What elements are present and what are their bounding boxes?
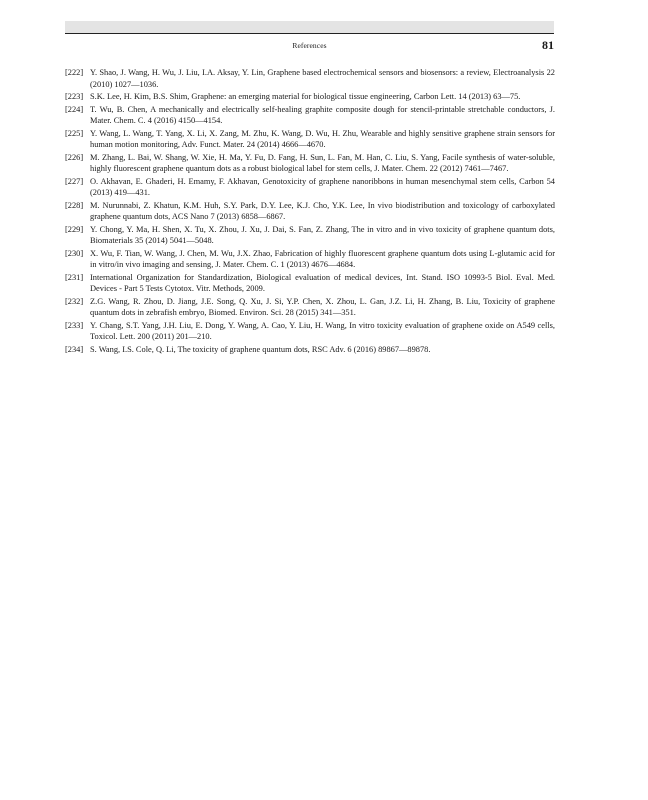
header-rule <box>65 33 554 34</box>
reference-item <box>65 128 555 151</box>
reference-number: [232] <box>65 296 84 306</box>
reference-text: S.K. Lee, H. Kim, B.S. Shim, Graphene: an emerging material for biological tissue engineering, Carbon Lett. 14 (2013) 63—75. <box>90 92 521 101</box>
page-number: 81 <box>542 38 554 52</box>
reference-text: M. Zhang, L. Bai, W. Shang, W. Xie, H. Ma, Y. Fu, D. Fang, H. Sun, L. Fan, M. Han, C. Liu, S. Yang, Facile synthesis of water-soluble, highly fluorescent graphene quantum dots as a robust biological label for stem cells, J. Mater. Chem. 22 (2012) 7461—7467. <box>90 152 555 173</box>
reference-number: [223] <box>65 92 84 101</box>
reference-item <box>65 67 555 90</box>
reference-item <box>65 176 555 199</box>
reference-text: Y. Shao, J. Wang, H. Wu, J. Liu, I.A. Aksay, Y. Lin, Graphene based electrochemical sensors and biosensors: a review, Electroanalysis 22 (2010) 1027—1036. <box>90 68 555 89</box>
reference-text: X. Wu, F. Tian, W. Wang, J. Chen, M. Wu, J.X. Zhao, Fabrication of highly fluorescent graphene quantum dots using L-glutamic acid for in vitro/in vivo imaging and sensing, J. Mater. Chem. C. 1 (2013) 4676—4684. <box>90 248 555 269</box>
reference-list <box>65 67 555 356</box>
reference-text: Y. Wang, L. Wang, T. Yang, X. Li, X. Zang, M. Zhu, K. Wang, D. Wu, H. Zhu, Wearable and highly sensitive graphene strain sensors for human motion monitoring, Adv. Funct. Mater. 24 (2014) 4666—4670. <box>90 128 555 149</box>
reference-number: [222] <box>65 68 84 77</box>
reference-item <box>65 224 555 247</box>
reference-text: O. Akhavan, E. Ghaderi, H. Emamy, F. Akhavan, Genotoxicity of graphene nanoribbons in human mesenchymal stem cells, Carbon 54 (2013) 419—431. <box>90 176 555 197</box>
reference-item <box>65 320 555 343</box>
reference-text: S. Wang, I.S. Cole, Q. Li, The toxicity of graphene quantum dots, RSC Adv. 6 (2016) 89867—89878. <box>90 344 431 354</box>
reference-text: M. Nurunnabi, Z. Khatun, K.M. Huh, S.Y. Park, D.Y. Lee, K.J. Cho, Y.K. Lee, In vivo biodistribution and toxicology of carboxylated graphene quantum dots, ACS Nano 7 (2013) 6858—6867. <box>90 200 555 221</box>
reference-text: Y. Chang, S.T. Yang, J.H. Liu, E. Dong, Y. Wang, A. Cao, Y. Liu, H. Wang, In vitro toxicity evaluation of graphene oxide on A549 cells, Toxicol. Lett. 200 (2011) 201—210. <box>90 320 555 341</box>
reference-number: [228] <box>65 200 84 210</box>
reference-item <box>65 91 555 103</box>
reference-item <box>65 152 555 175</box>
header-band <box>65 21 554 33</box>
running-head <box>65 38 554 54</box>
reference-item <box>65 272 555 295</box>
reference-number: [229] <box>65 224 84 234</box>
reference-item <box>65 104 555 127</box>
reference-item <box>65 296 555 319</box>
reference-number: [234] <box>65 344 84 354</box>
reference-item <box>65 248 555 271</box>
reference-number: [224] <box>65 104 84 114</box>
reference-number: [226] <box>65 152 84 162</box>
reference-text: International Organization for Standardization, Biological evaluation of medical devices, Int. Stand. ISO 10993-5 Biol. Eval. Med. Devices - Part 5 Tests Cytotox. Vitr. Methods, 2009. <box>90 272 555 293</box>
reference-text: T. Wu, B. Chen, A mechanically and electrically self-healing graphite composite dough for stencil-printable stretchable conductors, J. Mater. Chem. C. 4 (2016) 4150—4154. <box>90 104 555 125</box>
reference-number: [233] <box>65 320 84 330</box>
reference-item <box>65 344 555 356</box>
reference-number: [230] <box>65 248 84 258</box>
running-title: References <box>292 41 327 50</box>
reference-number: [225] <box>65 128 84 138</box>
reference-number: [227] <box>65 176 84 186</box>
reference-item <box>65 200 555 223</box>
reference-text: Y. Chong, Y. Ma, H. Shen, X. Tu, X. Zhou, J. Xu, J. Dai, S. Fan, Z. Zhang, The in vitro and in vivo toxicity of graphene quantum dots, Biomaterials 35 (2014) 5041—5048. <box>90 224 555 245</box>
reference-number: [231] <box>65 272 84 282</box>
reference-text: Z.G. Wang, R. Zhou, D. Jiang, J.E. Song, Q. Xu, J. Si, Y.P. Chen, X. Zhou, L. Gan, J.Z. Li, H. Zhang, B. Liu, Toxicity of graphene quantum dots in zebrafish embryo, Biomed. Environ. Sci. 28 (2015) 341—351. <box>90 296 555 317</box>
